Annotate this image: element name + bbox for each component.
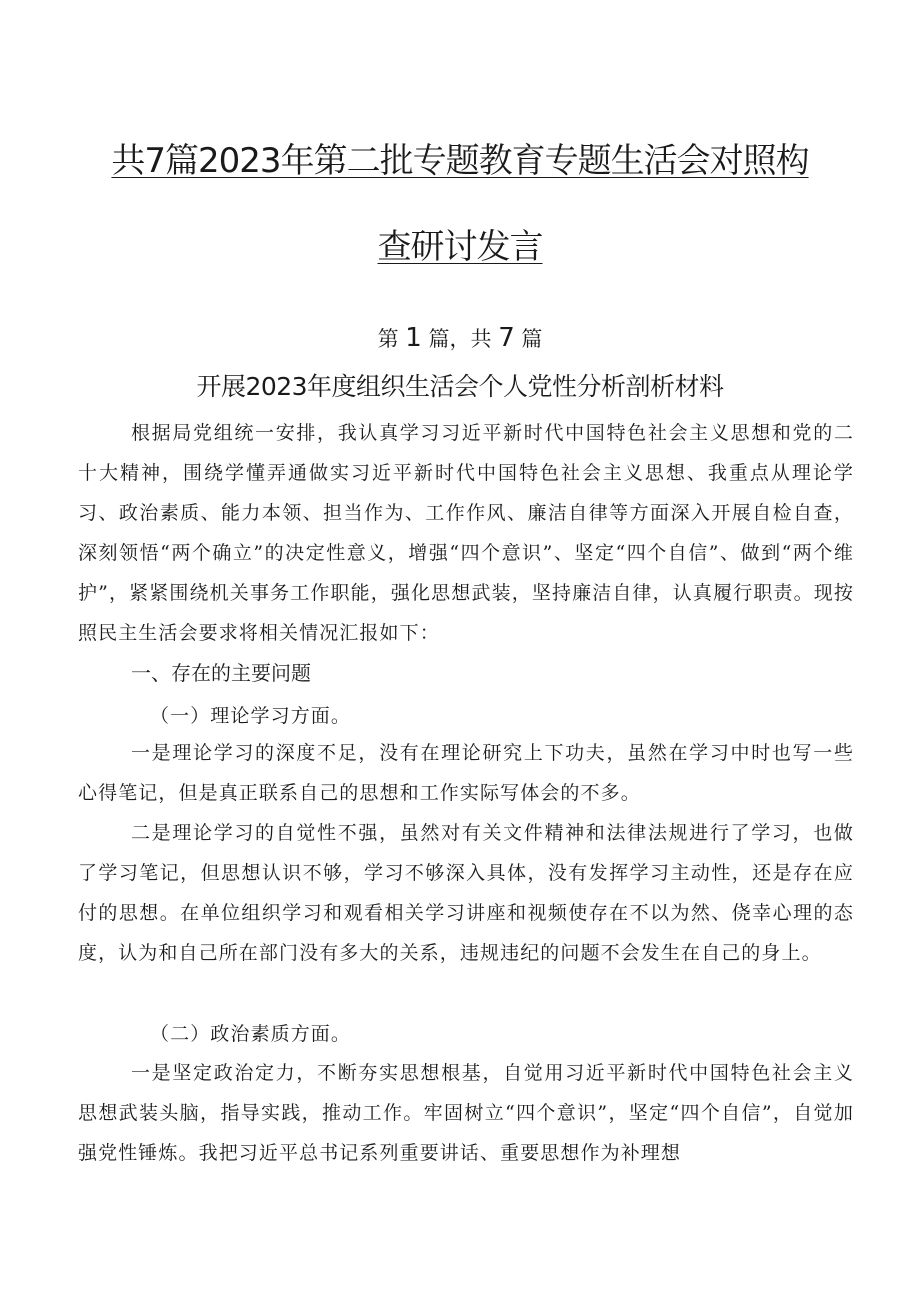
part-label-middle: 篇，共 [428,327,492,351]
paragraph-theory-1: 一是理论学习的深度不足，没有在理论研究上下功夫，虽然在学习中时也写一些心得笔记，但是真正联系自己的思想和工作实际写体会的不多。 [78,742,854,804]
subsection-heading-political: （二）政治素质方面。 [150,1023,352,1045]
document-title-line-1: 共7篇2023年第二批专题教育专题生活会对照构 [111,141,809,181]
intro-paragraph: 根据局党组统一安排，我认真学习习近平新时代中国特色社会主义思想和党的二十大精神，围绕学懂弄通做实习近平新时代中国特色社会主义思想、我重点从理论学习、政治素质、能力本领、担当作为、工作作风、廉洁自律等方面深入开展自检自查，深刻领悟“两个确立”的决定性意义，增强“四个意识”、坚定“四个自信”、做到“两个维护”，紧紧围绕机关事务工作职能，强化思想武装，坚持廉洁自律，认真履行职责。现按照民主生活会要求将相关情况汇报如下： [78,422,854,644]
article-subtitle: 开展2023年度组织生活会个人党性分析剖析材料 [196,372,724,401]
part-label-suffix: 篇 [521,327,543,351]
part-total-number: 7 [498,323,515,353]
paragraph-theory-2: 二是理论学习的自觉性不强，虽然对有关文件精神和法律法规进行了学习，也做了学习笔记，但思想认识不够，学习不够深入具体，没有发挥学习主动性，还是存在应付的思想。在单位组织学习和观看相关学习讲座和视频使存在不以为然、侥幸心理的态度，认为和自己所在部门没有多大的关系，违规违纪的问题不会发生在自己的身上。 [78,822,854,964]
part-current-number: 1 [405,323,422,353]
part-label [0,323,920,354]
section-heading-problems: 一、存在的主要问题 [131,661,311,685]
part-label-prefix: 第 [377,327,399,351]
document-title-line-2: 查研讨发言 [377,227,543,267]
paragraph-political-1: 一是坚定政治定力，不断夯实思想根基，自觉用习近平新时代中国特色社会主义思想武装头脑，指导实践，推动工作。牢固树立“四个意识”，坚定“四个自信”，自觉加强党性锤炼。我把习近平总书记系列重要讲话、重要思想作为补理想 [78,1062,854,1164]
subsection-heading-theory: （一）理论学习方面。 [150,705,352,727]
